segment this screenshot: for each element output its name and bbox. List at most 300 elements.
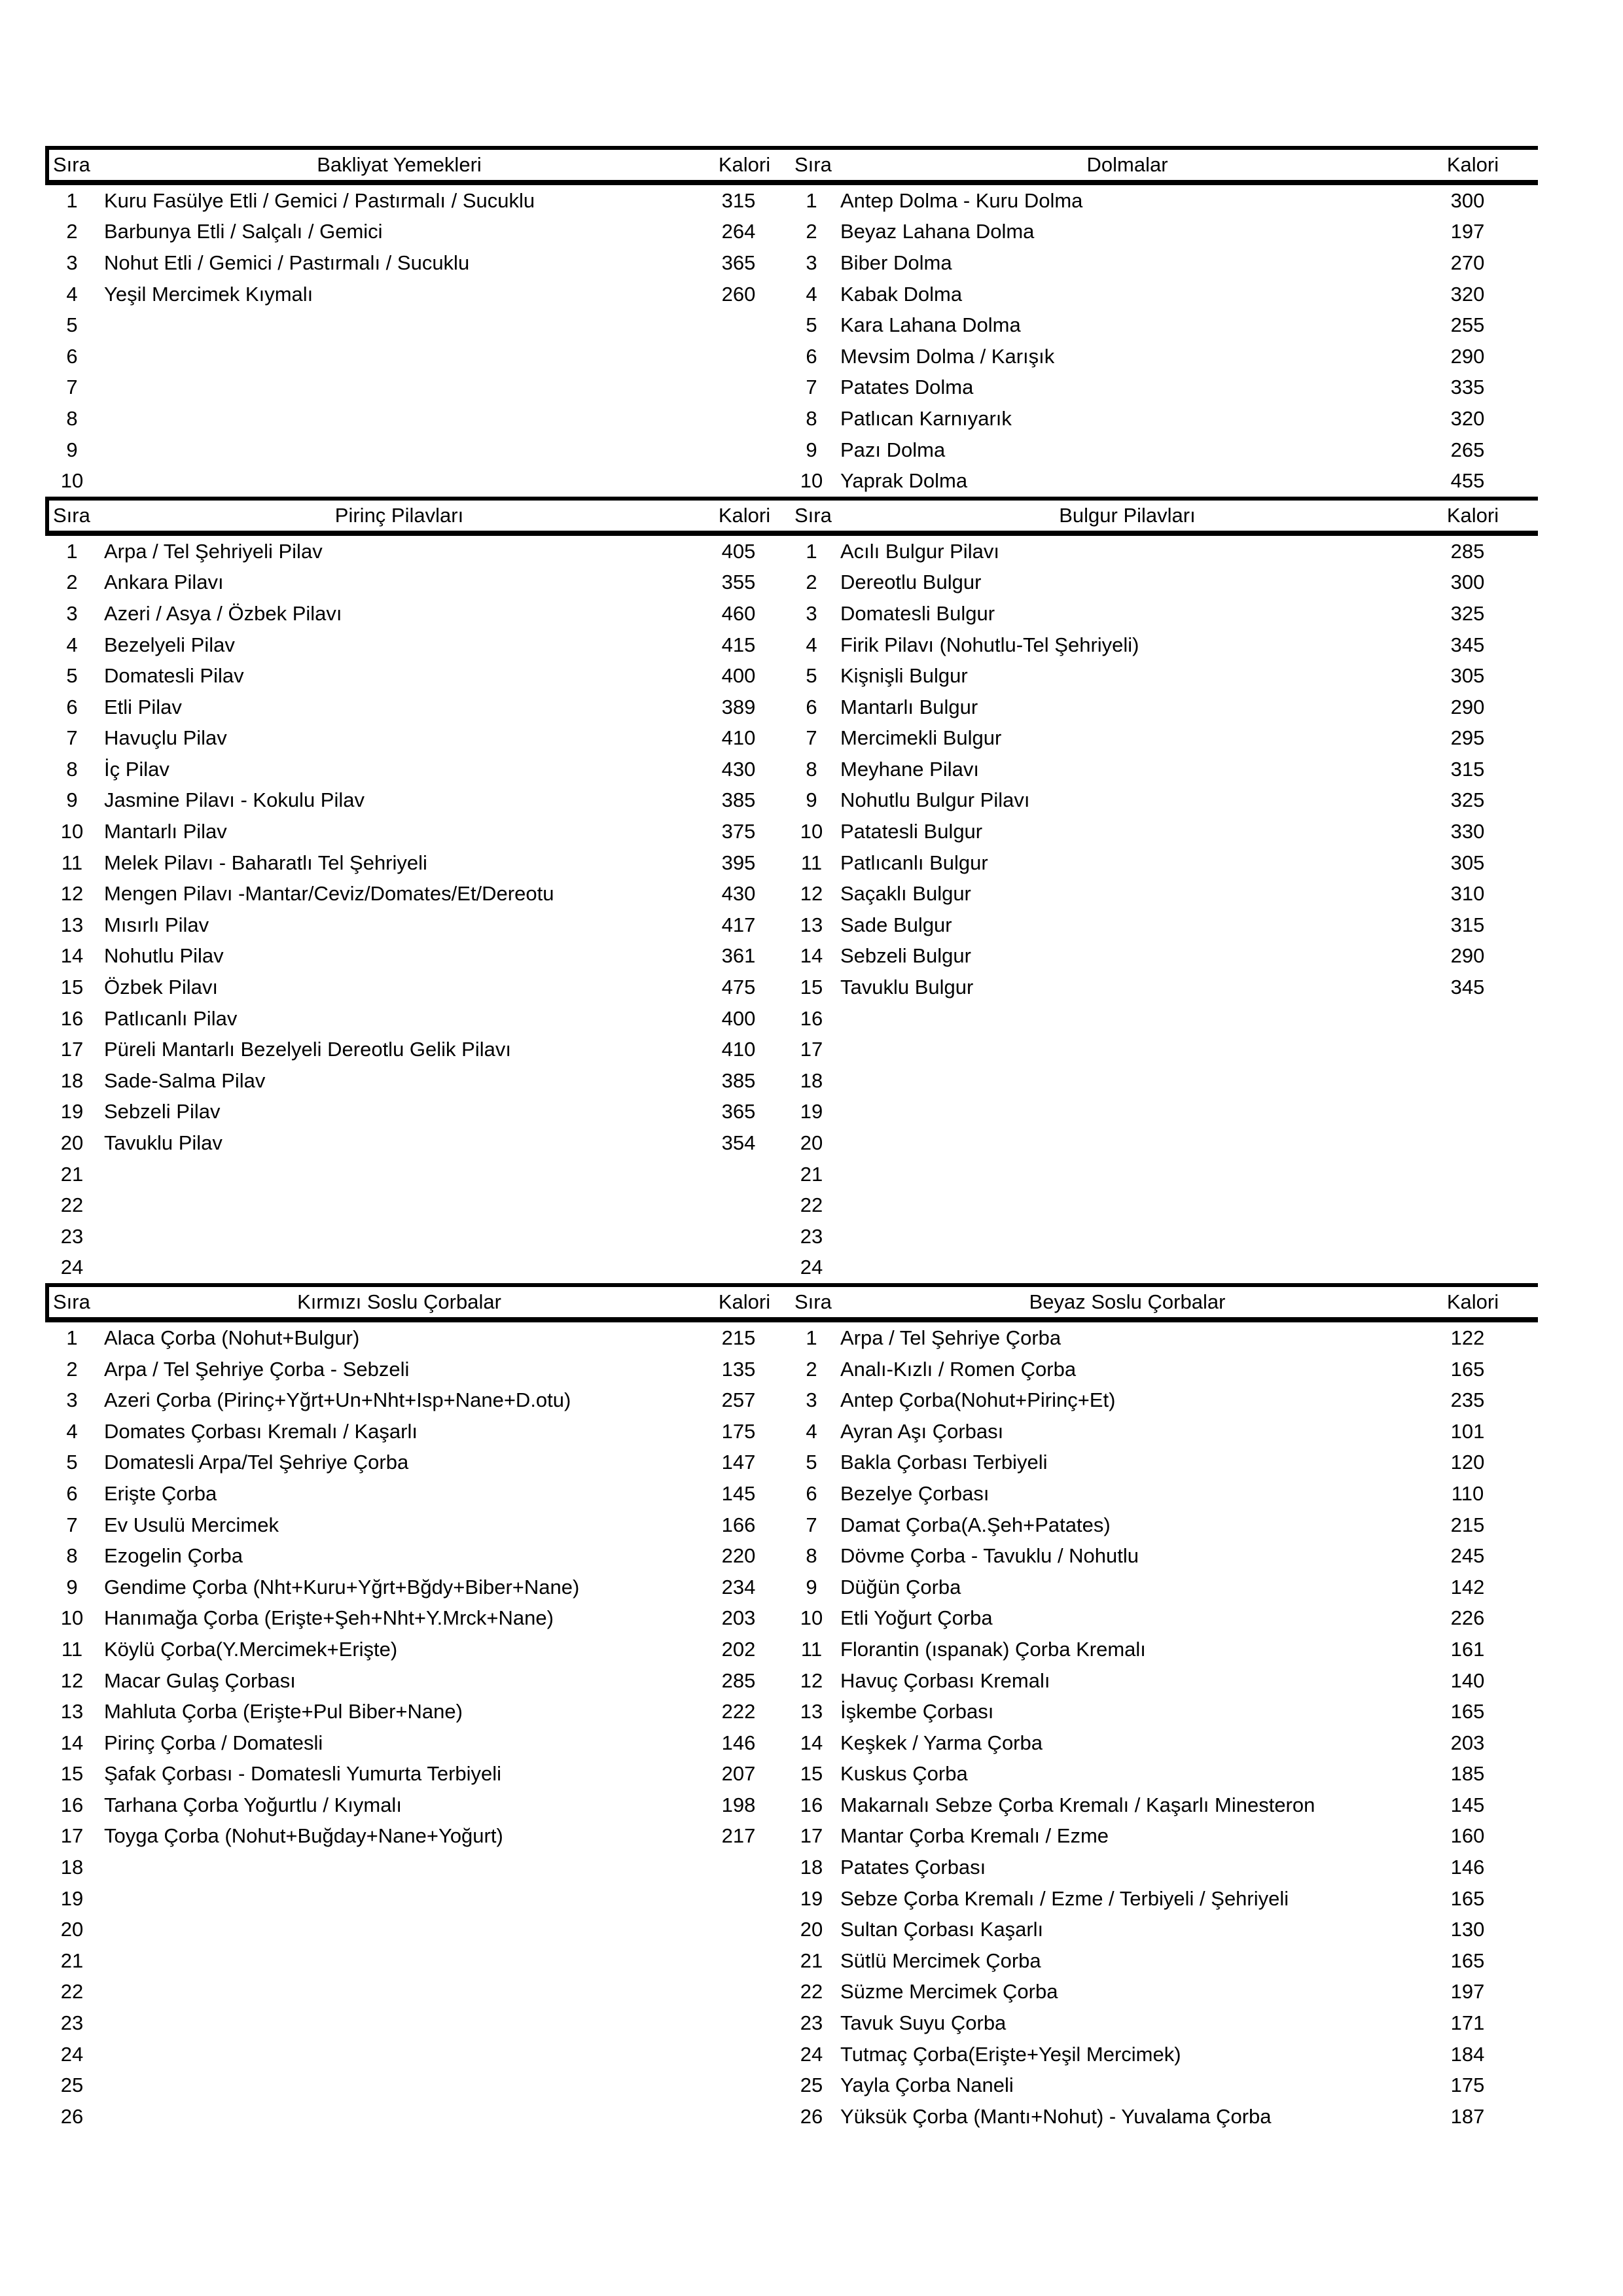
calorie-value: 110	[1451, 1481, 1484, 1505]
calorie-value	[1423, 1131, 1538, 1155]
row-number: 24	[60, 1256, 84, 1279]
row-number: 14	[800, 944, 823, 968]
dish-name: Patates Dolma	[840, 376, 974, 399]
dish-name	[95, 2043, 704, 2066]
calorie-value: 198	[721, 1793, 756, 1816]
left-cell-group	[49, 1824, 792, 1848]
table-row	[49, 1727, 1538, 1759]
row-number: 2	[806, 1357, 817, 1381]
row-number: 3	[66, 601, 78, 625]
table-row	[49, 1821, 1538, 1852]
left-cell-group	[49, 345, 792, 368]
row-number: 10	[800, 1606, 823, 1630]
calorie-value	[1423, 1007, 1538, 1031]
dish-name: Arpa / Tel Şehriye Çorba - Sebzeli	[104, 1357, 410, 1381]
row-number: 6	[66, 695, 78, 718]
dish-name: Domatesli Pilav	[104, 664, 244, 688]
dish-name	[95, 1193, 704, 1217]
dish-name	[831, 1007, 1423, 1031]
right-cell-group	[792, 1606, 1538, 1630]
dish-name: Sade-Salma Pilav	[104, 1069, 266, 1092]
calorie-value: 305	[1450, 664, 1485, 688]
row-number: 7	[806, 1513, 817, 1536]
dish-name: Florantin (ıspanak) Çorba Kremalı	[840, 1637, 1146, 1661]
dish-name: Özbek Pilavı	[104, 976, 219, 999]
dish-name	[95, 376, 704, 399]
category-title: Beyaz Soslu Çorbalar	[1029, 1290, 1226, 1314]
calorie-value: 325	[1450, 788, 1485, 812]
calorie-value: 207	[721, 1762, 756, 1786]
right-cell-group	[792, 2011, 1538, 2035]
dish-name: Ankara Pilavı	[104, 571, 224, 594]
dish-name: Sade Bulgur	[840, 913, 952, 936]
dish-name: Gendime Çorba (Nht+Kuru+Yğrt+Bğdy+Biber+Nane)	[104, 1575, 580, 1598]
row-number: 8	[66, 1544, 78, 1568]
right-cell-group	[792, 1358, 1538, 1381]
dish-name: Mercimekli Bulgur	[840, 726, 1002, 750]
calorie-value: 315	[1450, 913, 1485, 936]
right-cell-group	[792, 1824, 1538, 1848]
row-number: 2	[806, 220, 817, 243]
table-row	[49, 629, 1538, 661]
row-number: 16	[60, 1006, 84, 1030]
dish-name	[831, 1193, 1423, 1217]
dish-name	[831, 1069, 1423, 1093]
dish-name: Makarnalı Sebze Çorba Kremalı / Kaşarlı Minesteron	[840, 1793, 1315, 1816]
row-number: 20	[60, 1131, 84, 1155]
calorie-value: 475	[721, 976, 756, 999]
row-number: 6	[66, 1481, 78, 1505]
kalori-column-header: Kalori	[718, 153, 771, 176]
sira-column-header: Sıra	[53, 153, 90, 176]
dish-name: Kara Lahana Dolma	[840, 313, 1021, 337]
right-cell-group	[792, 1513, 1538, 1537]
table-row	[49, 1127, 1538, 1159]
table-row	[49, 536, 1538, 567]
calorie-value: 400	[721, 1006, 756, 1030]
dish-name: Sultan Çorbası Kaşarlı	[840, 1918, 1044, 1941]
dish-name: Barbunya Etli / Salçalı / Gemici	[104, 220, 383, 243]
right-cell-group	[792, 438, 1538, 462]
row-number: 17	[60, 1824, 84, 1848]
left-cell-group	[49, 2105, 792, 2128]
row-number: 15	[60, 1762, 84, 1786]
dish-name: Tavuklu Bulgur	[840, 976, 974, 999]
table-row	[49, 1478, 1538, 1510]
category-title: Bakliyat Yemekleri	[317, 153, 482, 176]
table-row	[49, 465, 1538, 497]
calorie-value: 130	[1450, 1918, 1485, 1941]
calorie-value: 146	[1450, 1856, 1485, 1879]
calorie-value: 315	[1450, 757, 1485, 781]
table-row	[49, 2039, 1538, 2070]
left-cell-group	[49, 1100, 792, 1123]
row-number: 11	[61, 1637, 83, 1661]
calorie-value: 385	[721, 1069, 756, 1092]
dish-name: Patates Çorbası	[840, 1856, 986, 1879]
calorie-value: 203	[721, 1606, 756, 1630]
row-number: 11	[61, 851, 83, 874]
row-number: 16	[800, 1793, 823, 1816]
dish-name: Domatesli Arpa/Tel Şehriye Çorba	[104, 1451, 409, 1474]
row-number: 21	[800, 1162, 823, 1186]
dish-name: Sütlü Mercimek Çorba	[840, 1949, 1041, 1972]
dish-name: Erişte Çorba	[104, 1481, 217, 1505]
calorie-value	[704, 1256, 785, 1279]
row-number: 23	[800, 1224, 823, 1248]
calorie-value: 410	[721, 1038, 756, 1061]
calorie-value: 222	[721, 1700, 756, 1723]
calorie-value	[704, 2105, 785, 2128]
calorie-value: 257	[721, 1388, 756, 1412]
category-title: Kırmızı Soslu Çorbalar	[297, 1290, 501, 1314]
calorie-value: 270	[1450, 251, 1485, 274]
calorie-value: 145	[1450, 1793, 1485, 1816]
row-number: 19	[800, 1886, 823, 1910]
dish-name: Düğün Çorba	[840, 1575, 961, 1598]
row-number: 7	[66, 726, 78, 750]
right-cell-group	[792, 1762, 1538, 1786]
calorie-value: 345	[1450, 633, 1485, 656]
calorie-value: 417	[721, 913, 756, 936]
calorie-value: 145	[721, 1481, 756, 1505]
table-row	[49, 910, 1538, 941]
dish-name: Dereotlu Bulgur	[840, 571, 982, 594]
row-number: 2	[66, 220, 78, 243]
dish-name	[95, 313, 704, 337]
right-cell-group	[792, 1193, 1538, 1217]
row-number: 26	[60, 2104, 84, 2128]
calorie-value	[1423, 1193, 1538, 1217]
left-cell-group	[49, 633, 792, 657]
right-cell-group	[792, 602, 1538, 626]
left-cell-group	[49, 1225, 792, 1248]
left-cell-group	[49, 758, 792, 781]
left-cell-group	[49, 540, 792, 563]
dish-name: Damat Çorba(A.Şeh+Patates)	[840, 1513, 1111, 1536]
table-row	[49, 2007, 1538, 2039]
calorie-value: 385	[721, 788, 756, 812]
table-row	[49, 1572, 1538, 1603]
dish-name: Havuçlu Pilav	[104, 726, 227, 750]
calorie-value: 285	[1450, 539, 1485, 563]
right-cell-group	[792, 1256, 1538, 1279]
table-row	[49, 941, 1538, 972]
row-number: 10	[800, 469, 823, 493]
calorie-value: 140	[1450, 1669, 1485, 1692]
dish-name: Alaca Çorba (Nohut+Bulgur)	[104, 1326, 360, 1349]
calorie-value: 166	[721, 1513, 756, 1536]
calorie-value: 184	[1450, 2042, 1485, 2066]
row-number: 4	[806, 633, 817, 656]
dish-name: Jasmine Pilavı - Kokulu Pilav	[104, 788, 365, 812]
dish-name	[95, 1949, 704, 1973]
right-cell-group	[792, 1420, 1538, 1443]
calorie-value: 285	[721, 1669, 756, 1692]
row-number: 3	[806, 251, 817, 274]
left-cell-group	[49, 788, 792, 812]
left-cell-group	[49, 1069, 792, 1093]
row-number: 19	[60, 1886, 84, 1910]
row-number: 2	[806, 571, 817, 594]
left-cell-group	[49, 1358, 792, 1381]
row-number: 4	[66, 282, 78, 306]
left-cell-group	[49, 1388, 792, 1412]
right-cell-group	[792, 788, 1538, 812]
left-cell-group	[49, 1638, 792, 1661]
row-number: 18	[800, 1069, 823, 1092]
row-number: 5	[66, 313, 78, 337]
row-number: 23	[60, 2011, 84, 2035]
left-cell-group	[49, 407, 792, 431]
row-number: 1	[66, 188, 78, 212]
left-cell-group	[49, 1887, 792, 1911]
dish-name	[95, 1856, 704, 1879]
dish-name	[95, 345, 704, 368]
row-number: 10	[800, 820, 823, 843]
left-cell-group	[49, 1131, 792, 1155]
table-row	[49, 1034, 1538, 1065]
dish-name: Arpa / Tel Şehriyeli Pilav	[104, 539, 323, 563]
left-cell-group	[49, 1918, 792, 1941]
calorie-value: 185	[1450, 1762, 1485, 1786]
calorie-value: 165	[1450, 1700, 1485, 1723]
table-row	[49, 434, 1538, 466]
table-row	[49, 692, 1538, 723]
calorie-value: 410	[721, 726, 756, 750]
table-row	[49, 660, 1538, 692]
right-cell-group	[792, 220, 1538, 243]
row-number: 24	[60, 2042, 84, 2066]
dish-name: Yaprak Dolma	[840, 469, 968, 493]
calorie-value: 290	[1450, 944, 1485, 968]
sira-column-header: Sıra	[794, 1290, 832, 1314]
dish-name	[95, 2011, 704, 2035]
table-row	[49, 247, 1538, 279]
left-cell-group	[49, 882, 792, 906]
right-cell-group	[792, 1700, 1538, 1723]
row-number: 22	[800, 1193, 823, 1217]
row-number: 6	[66, 344, 78, 368]
table-row	[49, 1510, 1538, 1541]
dish-name: Mahluta Çorba (Erişte+Pul Biber+Nane)	[104, 1700, 463, 1723]
left-cell-group	[49, 976, 792, 999]
row-number: 18	[60, 1856, 84, 1879]
calorie-value	[1423, 1038, 1538, 1061]
row-number: 9	[806, 788, 817, 812]
right-cell-group	[792, 1451, 1538, 1474]
calorie-value	[704, 1163, 785, 1186]
row-number: 26	[800, 2104, 823, 2128]
calorie-value	[1423, 1225, 1538, 1248]
row-number: 24	[800, 2042, 823, 2066]
dish-name: Pazı Dolma	[840, 438, 946, 461]
dish-name: Analı-Kızlı / Romen Çorba	[840, 1357, 1077, 1381]
kalori-column-header: Kalori	[718, 1290, 771, 1314]
right-cell-group	[792, 1856, 1538, 1879]
row-number: 17	[800, 1038, 823, 1061]
right-cell-group	[792, 469, 1538, 493]
row-number: 13	[800, 913, 823, 936]
dish-name: Etli Yoğurt Çorba	[840, 1606, 993, 1630]
dish-name: Mengen Pilavı -Mantar/Ceviz/Domates/Et/Dereotu	[104, 882, 554, 906]
category-title: Pirinç Pilavları	[334, 503, 464, 527]
dish-name: Mantarlı Pilav	[104, 820, 227, 843]
calorie-value	[704, 407, 785, 431]
dish-name: Püreli Mantarlı Bezelyeli Dereotlu Gelik Pilavı	[104, 1038, 511, 1061]
calorie-value: 215	[1450, 1513, 1485, 1536]
dish-name: Ezogelin Çorba	[104, 1544, 243, 1568]
left-cell-group	[49, 189, 792, 213]
dish-name: Macar Gulaş Çorbası	[104, 1669, 296, 1692]
calorie-value: 235	[1450, 1388, 1485, 1412]
dish-name	[95, 438, 704, 462]
row-number: 11	[800, 851, 823, 874]
table-section	[49, 146, 1538, 497]
row-number: 3	[66, 1388, 78, 1412]
dish-name: Ayran Aşı Çorbası	[840, 1419, 1004, 1443]
dish-name: İşkembe Çorbası	[840, 1700, 994, 1723]
kalori-column-header: Kalori	[1446, 153, 1499, 176]
calorie-value: 165	[1450, 1357, 1485, 1381]
calorie-value: 295	[1450, 726, 1485, 750]
row-number: 9	[66, 788, 78, 812]
right-header	[792, 1290, 1538, 1314]
sira-column-header: Sıra	[53, 1290, 90, 1314]
right-cell-group	[792, 633, 1538, 657]
calorie-value: 345	[1450, 976, 1485, 999]
dish-name	[95, 1163, 704, 1186]
calorie-value	[704, 1193, 785, 1217]
dish-name	[95, 2105, 704, 2128]
calorie-value: 101	[1450, 1419, 1485, 1443]
table-row	[49, 1883, 1538, 1915]
dish-name: Hanımağa Çorba (Erişte+Şeh+Nht+Y.Mrck+Nane)	[104, 1606, 554, 1630]
dish-name: Firik Pilavı (Nohutlu-Tel Şehriyeli)	[840, 633, 1139, 656]
right-cell-group	[792, 1100, 1538, 1123]
row-number: 6	[806, 695, 817, 718]
table-row	[49, 185, 1538, 217]
calorie-value: 146	[721, 1731, 756, 1754]
calorie-value: 355	[721, 571, 756, 594]
right-cell-group	[792, 1007, 1538, 1031]
calorie-value	[704, 376, 785, 399]
table-row	[49, 1416, 1538, 1447]
table-row	[49, 567, 1538, 599]
row-number: 2	[66, 571, 78, 594]
dish-name: Kabak Dolma	[840, 282, 963, 306]
table-row	[49, 1190, 1538, 1221]
left-cell-group	[49, 1482, 792, 1506]
calorie-value: 415	[721, 633, 756, 656]
calorie-value	[704, 2074, 785, 2097]
dish-name: Sebze Çorba Kremalı / Ezme / Terbiyeli / Şehriyeli	[840, 1886, 1289, 1910]
calorie-value	[704, 1980, 785, 2004]
row-number: 13	[60, 913, 84, 936]
row-number: 9	[66, 438, 78, 461]
right-cell-group	[792, 2043, 1538, 2066]
calorie-value: 197	[1450, 220, 1485, 243]
table-row	[49, 972, 1538, 1003]
left-cell-group	[49, 913, 792, 937]
left-cell-group	[49, 283, 792, 306]
row-number: 21	[60, 1162, 84, 1186]
dish-name: Toyga Çorba (Nohut+Buğday+Nane+Yoğurt)	[104, 1824, 503, 1848]
left-cell-group	[49, 1949, 792, 1973]
calorie-value	[704, 1918, 785, 1941]
dish-name	[95, 1225, 704, 1248]
row-number: 22	[800, 1980, 823, 2004]
dish-name	[95, 469, 704, 493]
row-number: 5	[806, 313, 817, 337]
calorie-value: 120	[1450, 1451, 1485, 1474]
table-row	[49, 1065, 1538, 1097]
calorie-value: 197	[1450, 1980, 1485, 2004]
dish-name	[831, 1038, 1423, 1061]
calorie-value: 161	[1450, 1637, 1485, 1661]
right-cell-group	[792, 758, 1538, 781]
row-number: 9	[806, 1575, 817, 1598]
row-number: 16	[60, 1793, 84, 1816]
table-row	[49, 1790, 1538, 1821]
row-number: 25	[800, 2074, 823, 2097]
row-number: 8	[806, 1544, 817, 1568]
row-number: 1	[806, 539, 817, 563]
dish-name: Sebzeli Bulgur	[840, 944, 971, 968]
dish-name	[831, 1131, 1423, 1155]
calorie-value: 264	[721, 220, 756, 243]
dish-name: Beyaz Lahana Dolma	[840, 220, 1035, 243]
dish-name	[95, 1918, 704, 1941]
row-number: 7	[806, 726, 817, 750]
calorie-value: 395	[721, 851, 756, 874]
left-cell-group	[49, 2043, 792, 2066]
right-cell-group	[792, 1038, 1538, 1061]
row-number: 6	[806, 344, 817, 368]
dish-name: Antep Çorba(Nohut+Pirinç+Et)	[840, 1388, 1116, 1412]
right-cell-group	[792, 1638, 1538, 1661]
row-number: 15	[800, 976, 823, 999]
calorie-value	[704, 2043, 785, 2066]
dish-name: Yayla Çorba Naneli	[840, 2074, 1014, 2097]
left-cell-group	[49, 726, 792, 750]
dish-name: Patlıcanlı Bulgur	[840, 851, 988, 874]
left-header	[49, 504, 792, 527]
calorie-value: 255	[1450, 313, 1485, 337]
calorie-value	[704, 2011, 785, 2035]
row-number: 1	[66, 539, 78, 563]
right-cell-group	[792, 251, 1538, 275]
row-number: 10	[60, 469, 84, 493]
dish-name: Domates Çorbası Kremalı / Kaşarlı	[104, 1419, 418, 1443]
calorie-value: 361	[721, 944, 756, 968]
row-number: 20	[800, 1131, 823, 1155]
table-row	[49, 1221, 1538, 1252]
left-cell-group	[49, 1163, 792, 1186]
dish-name	[95, 2074, 704, 2097]
row-number: 4	[806, 282, 817, 306]
row-number: 8	[806, 757, 817, 781]
left-cell-group	[49, 1513, 792, 1537]
calorie-value: 147	[721, 1451, 756, 1474]
table-row	[49, 2070, 1538, 2101]
calorie-value: 290	[1450, 344, 1485, 368]
row-number: 23	[800, 2011, 823, 2035]
row-number: 19	[60, 1100, 84, 1123]
calorie-value: 160	[1450, 1824, 1485, 1848]
category-title: Dolmalar	[1086, 153, 1168, 176]
right-cell-group	[792, 571, 1538, 594]
